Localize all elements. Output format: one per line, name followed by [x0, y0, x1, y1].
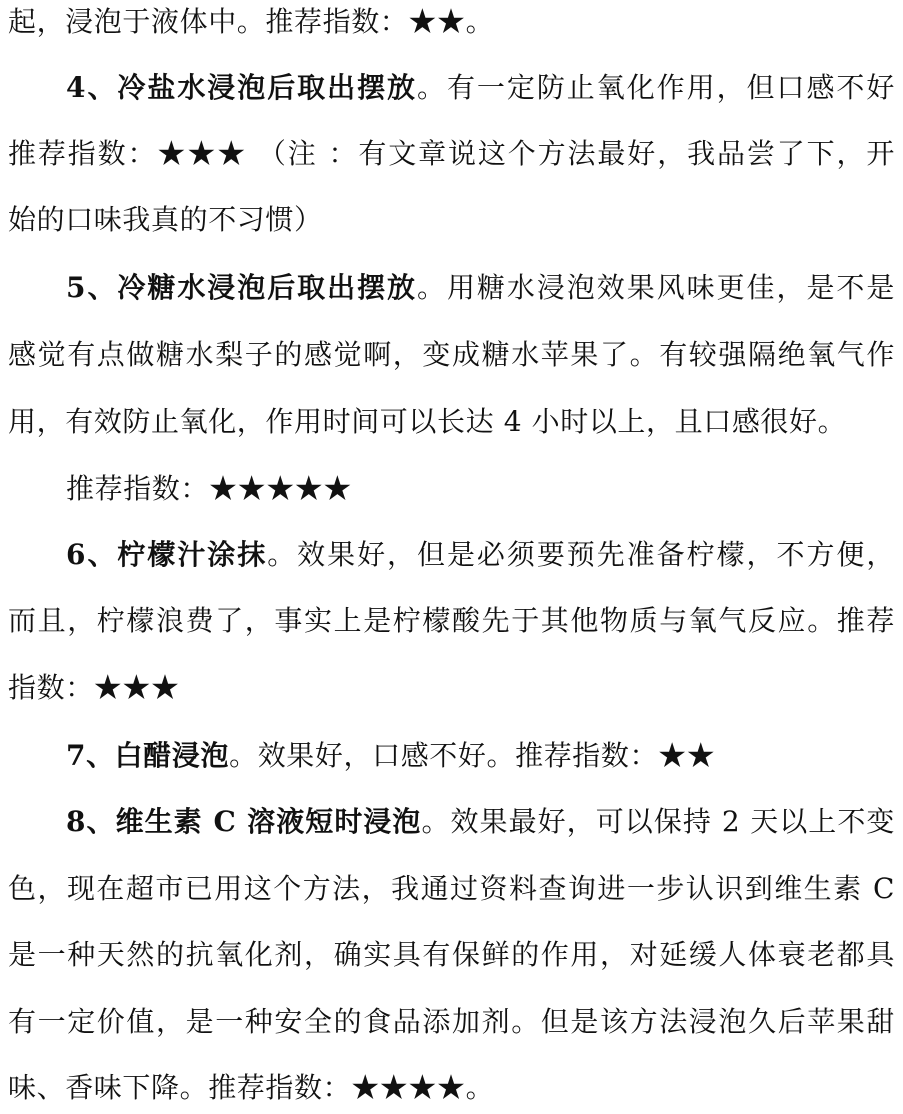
- text-line: [8, 933, 895, 977]
- text-line: [8, 1000, 895, 1044]
- method-8-heading-line: [8, 800, 895, 844]
- line-text: 指数：★★★: [8, 671, 180, 704]
- method-6-title: 6、柠檬汁涂抹: [66, 538, 268, 571]
- text-line: [8, 599, 895, 643]
- line-text: 是一种天然的抗氧化剂，确实具有保鲜的作用，对延缓人体衰老都具: [8, 938, 895, 971]
- line-text: 感觉有点做糖水梨子的感觉啊，变成糖水苹果了。有较强隔绝氧气作: [8, 338, 895, 371]
- text-line: [8, 867, 895, 911]
- method-7-text: 。效果好，口感不好。推荐指数：★★: [229, 739, 716, 772]
- text-line: [8, 1066, 895, 1110]
- line-text: 始的口味我真的不习惯）: [8, 203, 323, 236]
- line-text: 用，有效防止氧化，作用时间可以长达 4 小时以上，且口感很好。: [8, 405, 847, 438]
- method-4-heading-line: [8, 66, 895, 110]
- method-7-title: 7、白醋浸泡: [66, 739, 230, 772]
- text-line: [8, 0, 895, 44]
- line-text: 有一定价值，是一种安全的食品添加剂。但是该方法浸泡久后苹果甜: [8, 1005, 895, 1038]
- text-line: [8, 198, 895, 242]
- method-6-text: 。效果好，但是必须要预先准备柠檬，不方便，: [267, 538, 895, 571]
- line-text: 起，浸泡于液体中。推荐指数：★★。: [8, 5, 495, 38]
- method-5-heading-line: [8, 266, 895, 310]
- method-8-title: 8、维生素 C 溶液短时浸泡: [66, 805, 422, 838]
- method-8-text: 。效果最好，可以保持 2 天以上不变: [421, 805, 895, 838]
- rating-line: [8, 467, 895, 511]
- line-text: 推荐指数：★★★ （注 ：有文章说这个方法最好，我品尝了下，开: [8, 137, 895, 170]
- line-text: 味、香味下降。推荐指数：★★★★。: [8, 1071, 495, 1104]
- text-line: [8, 333, 895, 377]
- line-text: 而且，柠檬浪费了，事实上是柠檬酸先于其他物质与氧气反应。推荐: [8, 604, 895, 637]
- text-line: [8, 666, 895, 710]
- rating-text: 推荐指数：★★★★★: [66, 472, 353, 505]
- line-text: 色，现在超市已用这个方法，我通过资料查询进一步认识到维生素 C: [8, 872, 895, 905]
- text-line: [8, 400, 895, 444]
- method-7-heading-line: [8, 734, 895, 778]
- method-5-title: 5、冷糖水浸泡后取出摆放: [66, 271, 417, 304]
- method-5-text: 。用糖水浸泡效果风味更佳，是不是: [417, 271, 895, 304]
- method-6-heading-line: [8, 533, 895, 577]
- method-4-title: 4、冷盐水浸泡后取出摆放: [66, 71, 417, 104]
- method-4-text: 。有一定防止氧化作用，但口感不好: [417, 71, 895, 104]
- text-line: [8, 132, 895, 176]
